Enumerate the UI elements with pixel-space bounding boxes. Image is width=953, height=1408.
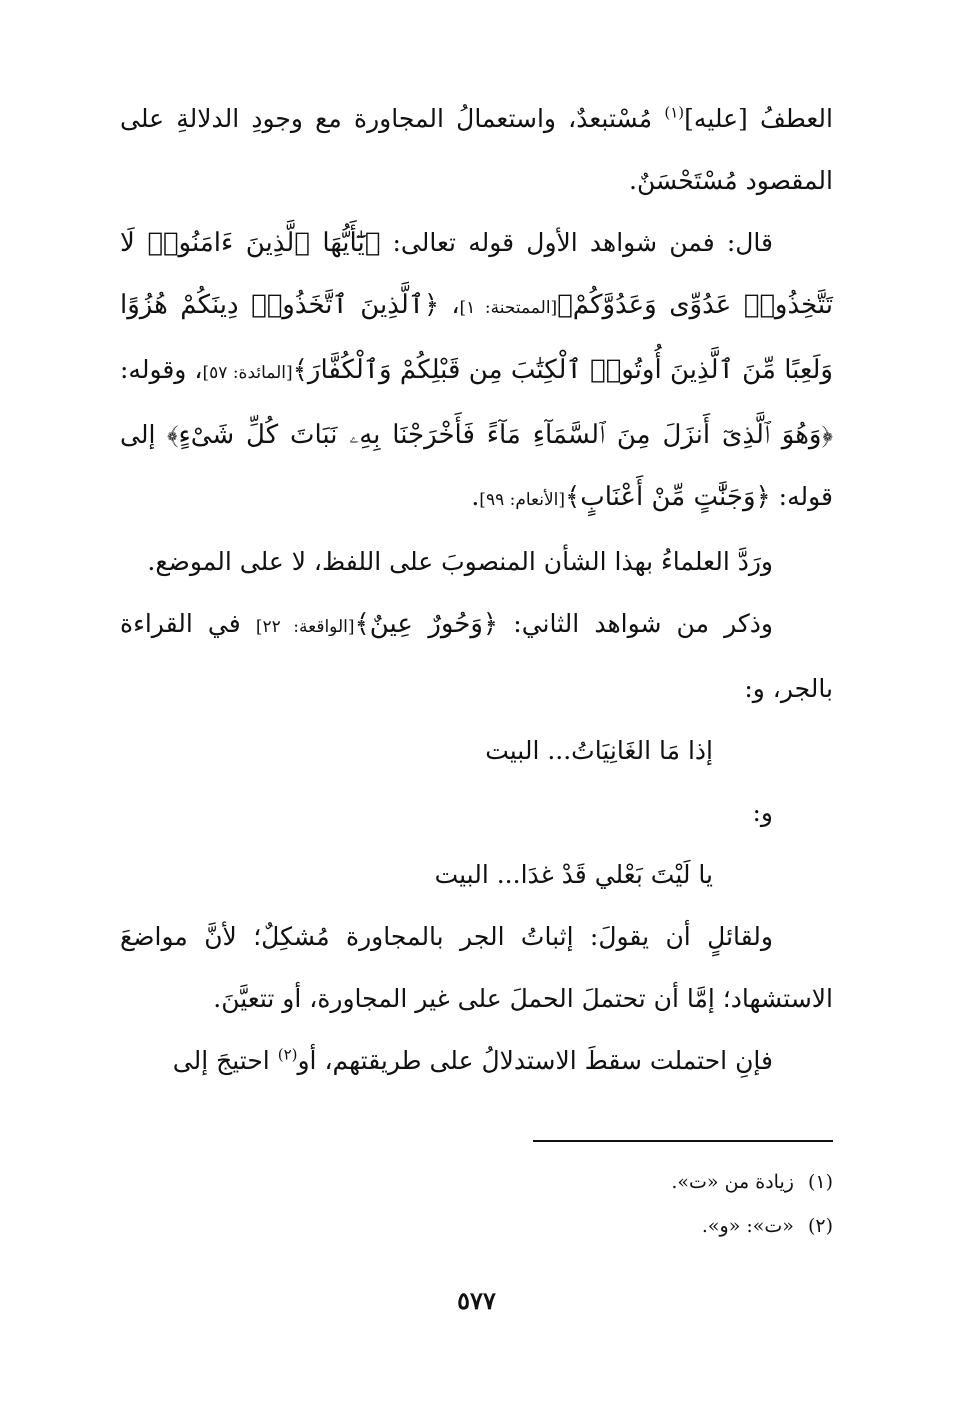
quran-ref-1: [الممتحنة: ١] <box>459 298 558 318</box>
poetry-verse-1: إذا مَا الغَانِيَاتُ... البيت <box>485 736 713 765</box>
paragraph-3: ورَدَّ العلماءُ بهذا الشأن المنصوبَ على اللفظ، لا على الموضع. <box>147 547 773 576</box>
paragraph-6-text-cont: احتيجَ إلى <box>172 1046 278 1075</box>
separator: ، <box>439 290 460 319</box>
paragraph-1-text: العطفُ [عليه] <box>684 104 833 133</box>
page-number: ٥٧٧ <box>457 1286 496 1315</box>
quran-ref-2: [المائدة: ٥٧] <box>202 363 293 383</box>
paragraph-2-intro: قال: فمن شواهد الأول قوله تعالى: <box>380 228 773 257</box>
paragraph-2-end: . <box>471 482 480 511</box>
footnote-1 <box>333 1160 833 1204</box>
paragraph-5: ولقائلٍ أن يقولَ: إثباتُ الجر بالمجاورة مُشكِلٌ؛ لأنَّ مواضعَ الاستشهاد؛ إمَّا أن تحتملَ الحملَ على غير المجاورة، أو تتعيَّنَ. <box>120 922 833 1013</box>
quran-quote-4: ﴿وَجَنَّٰتٍ مِّنْ أَعْنَابٍ﴾ <box>565 482 771 512</box>
quran-ref-3: [الأنعام: ٩٩] <box>479 490 566 510</box>
paragraph-4-intro: وذكر من شواهد الثاني: <box>498 609 773 638</box>
footnotes <box>333 1160 833 1248</box>
main-text <box>120 88 833 1092</box>
verse-connector: و: <box>752 798 773 827</box>
footnote-marker-2: (٢) <box>277 1045 298 1064</box>
footnote-2 <box>333 1204 833 1248</box>
footnote-marker-1: (١) <box>664 103 685 122</box>
quran-quote-2: ﴿ٱلَّذِينَ ٱتَّخَذُوا۟ دِينَكُمْ هُزُوًا وَلَعِبًا مِّنَ ٱلَّذِينَ أُوتُوا۟ ٱلْكِتَٰبَ مِن قَبْلِكُمْ وَٱلْكُفَّارَ﴾ <box>120 290 833 385</box>
paragraph-6 <box>120 1030 833 1092</box>
footnote-divider <box>533 1140 833 1142</box>
paragraph-6-text: فإنِ احتملت سقطَ الاستدلالُ على طريقتهم، أو <box>297 1046 773 1075</box>
paragraph-1-text-cont: مُسْتبعدٌ، واستعمالُ المجاورة مع وجودِ الدلالةِ على المقصود مُسْتَحْسَنٌ. <box>120 104 833 195</box>
footnote-text: زيادة من «ت». <box>671 1171 794 1193</box>
paragraph-4 <box>120 593 833 720</box>
quran-quote-5: ﴿وَحُورٌ عِينٌ﴾ <box>354 609 499 639</box>
paragraph-2-connector-2: إلى قوله: <box>120 420 833 511</box>
paragraph-1 <box>120 88 833 212</box>
footnote-number: (١) <box>807 1171 833 1193</box>
poetry-verse-2: يا لَيْتَ بَعْلي قَدْ غدَا... البيت <box>434 860 713 889</box>
quran-ref-4: [الواقعة: ٢٢] <box>255 617 355 637</box>
quran-quote-1: ﴿يَٰٓأَيُّهَا ٱلَّذِينَ ءَامَنُوا۟ لَا تَتَّخِذُوا۟ عَدُوِّى وَعَدُوَّكُمْ﴾ <box>120 228 834 320</box>
paragraph-2-connector: ، وقوله: <box>120 355 203 384</box>
footnote-number: (٢) <box>807 1215 833 1237</box>
footnote-text: «ت»: «و». <box>701 1215 794 1237</box>
paragraph-4-text: في القراءة بالجر، و: <box>120 609 833 703</box>
quran-quote-3: ﴿وَهُوَ ٱلَّذِىٓ أَنزَلَ مِنَ ٱلسَّمَآءِ مَآءً فَأَخْرَجْنَا بِهِۦ نَبَاتَ كُلِّ شَىْءٍ﴾ <box>166 420 833 450</box>
paragraph-2 <box>120 212 833 531</box>
